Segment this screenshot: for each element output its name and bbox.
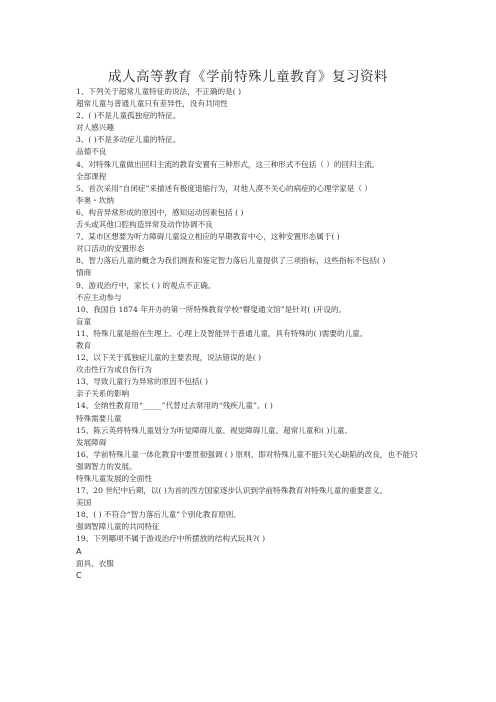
answer-7: 对口活动的安置形态: [76, 244, 145, 254]
question-15: 15、陈云英将特殊儿童划分为听觉障碍儿童、视觉障碍儿童、超常儿童和( )儿童。: [76, 425, 353, 435]
answer-14: 特殊需要儿童: [76, 413, 122, 423]
answer-10: 盲童: [76, 316, 92, 326]
answer-11: 教育: [76, 340, 92, 350]
answer-12: 攻击性行为或自伤行为: [76, 365, 152, 375]
answer-3: 品德不良: [76, 147, 107, 157]
answer-1: 超常儿童与普通儿童只有差异性，没有共同性: [76, 99, 228, 109]
question-4: 4、对特殊儿童做出回归主流的教育安置有三种形式，这三种形式不包括（ ）的回归主流。: [76, 159, 380, 169]
question-11: 11、特殊儿童是指在生理上、心理上及智能异于普通儿童，具有特殊的( )需要的儿童。: [76, 328, 368, 338]
question-8: 8、智力落后儿童的概念为我们测查和鉴定智力落后儿童提供了三项指标，这些指标不包括( ): [76, 256, 386, 266]
question-3: 3、( )不是多动症儿童的特征。: [76, 135, 181, 145]
answer-5: 李奥・坎纳: [76, 195, 114, 205]
answer-17: 美国: [76, 498, 92, 508]
answer-6: 舌头或其他口腔构造异常及动作协调不良: [76, 220, 213, 230]
answer-9: 不应主动参与: [76, 292, 122, 302]
answer-16: 特殊儿童发展的全面性: [76, 474, 152, 483]
answer-8: 情商: [76, 268, 92, 278]
question-10: 10、我国自 1874 年开办的第一所特殊教育学校“瞽叟通文馆”是针对( )开设的。: [76, 304, 347, 314]
question-1: 1、下列关于超常儿童特征的说法，不正确的是( ): [76, 87, 242, 96]
question-list: [76, 86, 424, 582]
question-5: 5、首次采用“自闭症”来描述有极度退缩行为，对他人漠不关心的病症的心理学家是（ ）: [76, 183, 372, 193]
option-a-text: 面具、衣服: [76, 558, 114, 568]
answer-4: 全部课程: [76, 171, 107, 181]
answer-18: 强调智障儿童的共同特征: [76, 522, 160, 532]
question-13: 13、导致儿童行为异常的原因不包括( ): [76, 377, 208, 387]
option-c-label: C: [76, 570, 82, 580]
question-14: 14、全纳性教育用“_____”代替过去常用的“残疾儿童”。( ): [76, 401, 273, 411]
document-title: 成人高等教育《学前特殊儿童教育》复习资料: [108, 69, 388, 85]
question-19: 19、下列哪项不属于游戏治疗中所摆放的结构式玩具?( ): [76, 534, 266, 544]
answer-15: 发展障碍: [76, 437, 107, 447]
question-18: 18、( ) 不符合“智力落后儿童”个别化教育原则。: [76, 510, 241, 520]
question-7: 7、某市区想要为听力障碍儿童设立相应的早期教育中心，这种安置形态属于( ): [76, 232, 340, 242]
question-9: 9、游戏治疗中，家长 ( ) 的观点不正确。: [76, 280, 216, 290]
question-16: 16、学前特殊儿童一体化教育中要贯彻强调 ( ) 原则，即对特殊儿童不能只关心缺陷的改良，也不能只强调智力的发展。: [76, 449, 418, 471]
question-2: 2、( )不是儿童孤独症的特征。: [76, 111, 181, 121]
answer-13: 亲子关系的影响: [76, 389, 130, 399]
question-12: 12、以下关于孤独症儿童的主要表现，说法错误的是( ): [76, 353, 262, 363]
answer-2: 对人感兴趣: [76, 123, 114, 133]
question-17: 17、20 世纪中后期，以( )为首的西方国家逐步认识到学前特殊教育对特殊儿童的重要意义。: [76, 486, 388, 496]
question-6: 6、构音异常形成的原因中，感知运动因素包括 ( ): [76, 207, 244, 217]
option-a-label: A: [76, 546, 82, 556]
